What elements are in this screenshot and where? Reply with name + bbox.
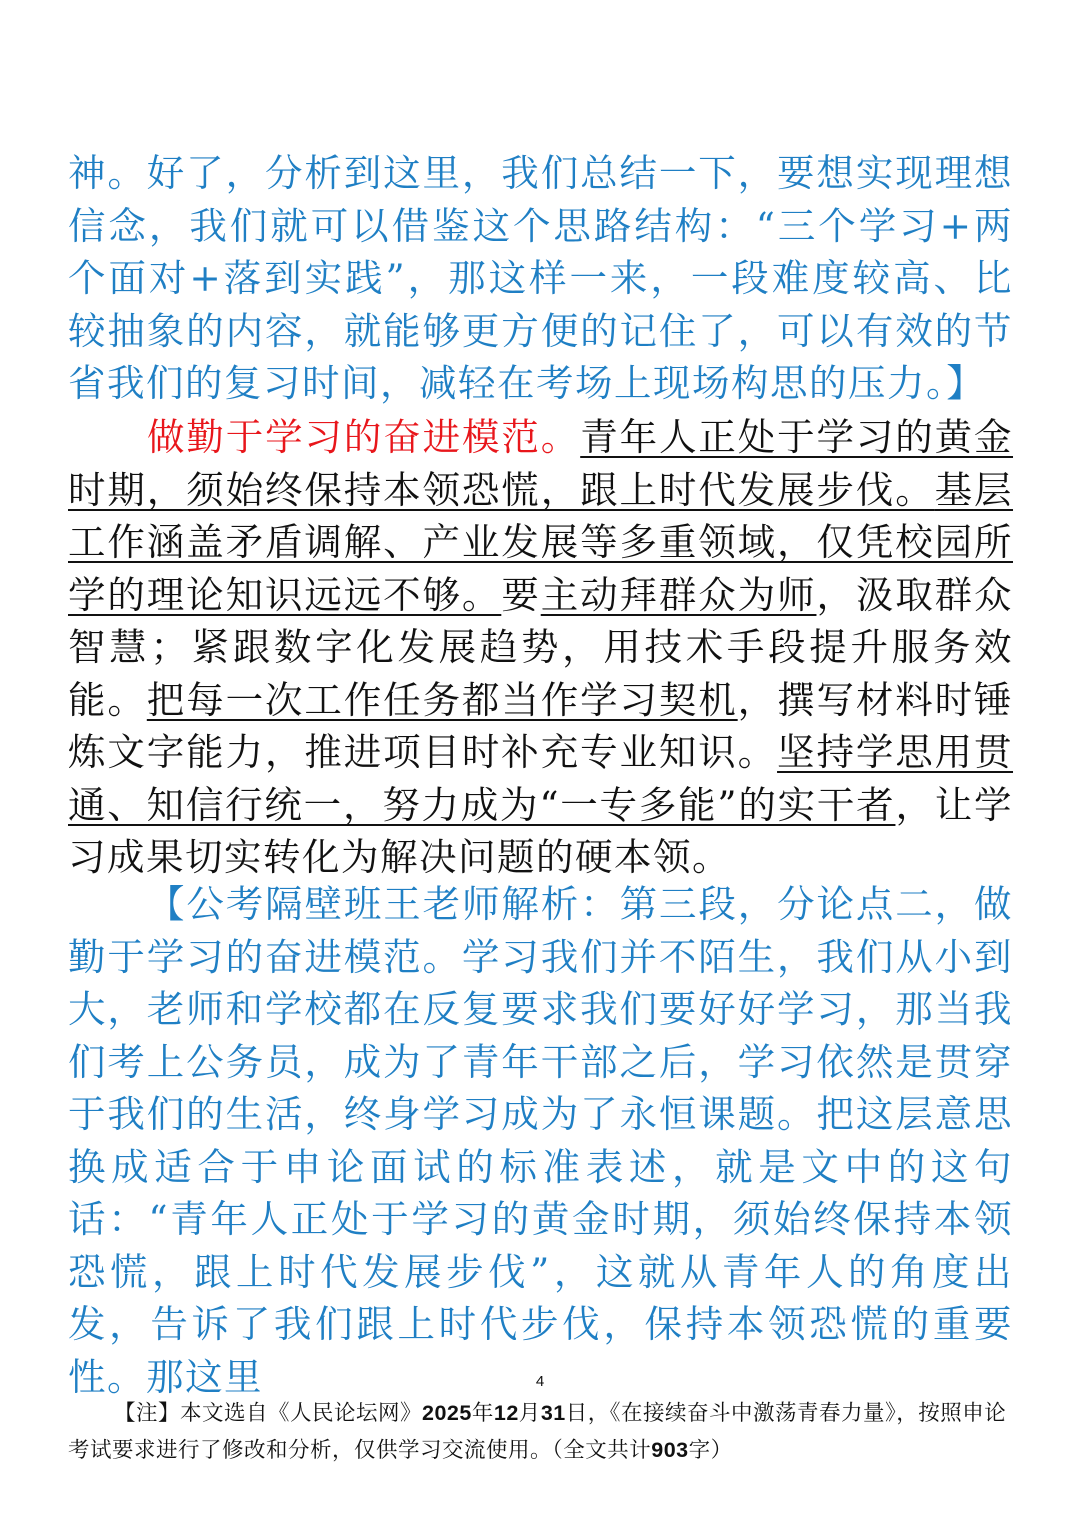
underlined-phrase-3: 坚持学思用贯通、知信行统一，努力成为“一专多能”的实干者 (68, 730, 1014, 827)
footnote-month: 12 (493, 1401, 519, 1425)
footnote-day: 31 (540, 1401, 566, 1425)
body-paragraph (68, 411, 1013, 884)
underlined-phrase-1: 主动拜群众为师 (540, 572, 817, 617)
page-number: 4 (535, 1373, 545, 1390)
footnote-text-e: 字） (688, 1438, 733, 1463)
analysis-paragraph-continued (68, 147, 1013, 410)
analysis-paragraph (68, 878, 1013, 1403)
plain-text-1: 要 (501, 572, 541, 617)
underlined-phrase-2: 把每一次工作任务都当作学习契机 (146, 677, 738, 722)
underlined-sentence-1: 青年人正处于学习的黄金时期，须始终保持本领恐慌，跟上时代发展步伐。 (68, 415, 1014, 512)
plain-text-3: ，撰写材料时锤炼文字能力，推进项目时补充专业知识。 (68, 677, 1014, 774)
footnote-year: 2025 (422, 1401, 472, 1425)
plain-text-4: ，让学习成果切实转化为解决问题的硬本领。 (68, 782, 1014, 879)
underlined-sentence-2: 基层工作涵盖矛盾调解、产业发展等多重领域，仅凭校园所学的理论知识远远不够。 (68, 467, 1014, 617)
footnote-text-d: 日，《在接续奋斗中激荡青春力量》，按照申论考试要求进行了修改和分析，仅供学习交流使用。（全文共计 (68, 1401, 1007, 1463)
footnote-text-b: 年 (471, 1401, 494, 1426)
footnote (68, 1395, 1013, 1469)
analysis-text-2: 【公考隔壁班王老师解析：第三段，分论点二，做勤于学习的奋进模范。学习我们并不陌生，我们从小到大，老师和学校都在反复要求我们要好好学习，那当我们考上公务员，成为了青年干部之后，学习依然是贯穿于我们的生活，终身学习成为了永恒课题。把这层意思换成适合于申论面试的标准表述，就是文中的这句话：“青年人正处于学习的黄金时期，须始终保持本领恐慌，跟上时代发展步伐”，这就从青年人的角度出发，告诉了我们跟上时代步伐，保持本领恐慌的重要性。那这里 (68, 882, 1013, 1399)
plain-text-2: ，汲取群众智慧；紧跟数字化发展趋势，用技术手段提升服务效能。 (68, 572, 1014, 722)
section-heading: 做勤于学习的奋进模范。 (147, 415, 581, 459)
footnote-text-c: 月 (518, 1401, 541, 1426)
footnote-word-count: 903 (651, 1438, 689, 1462)
footnote-text-a: 【注】本文选自《人民论坛网》 (114, 1401, 423, 1426)
analysis-text: 神。好了，分析到这里，我们总结一下，要想实现理想信念，我们就可以借鉴这个思路结构：“三个学习+两个面对+落到实践”，那这样一来，一段难度较高、比较抽象的内容，就能够更方便的记住了，可以有效的节省我们的复习时间，减轻在考场上现场构思的压力。】 (68, 151, 1013, 405)
